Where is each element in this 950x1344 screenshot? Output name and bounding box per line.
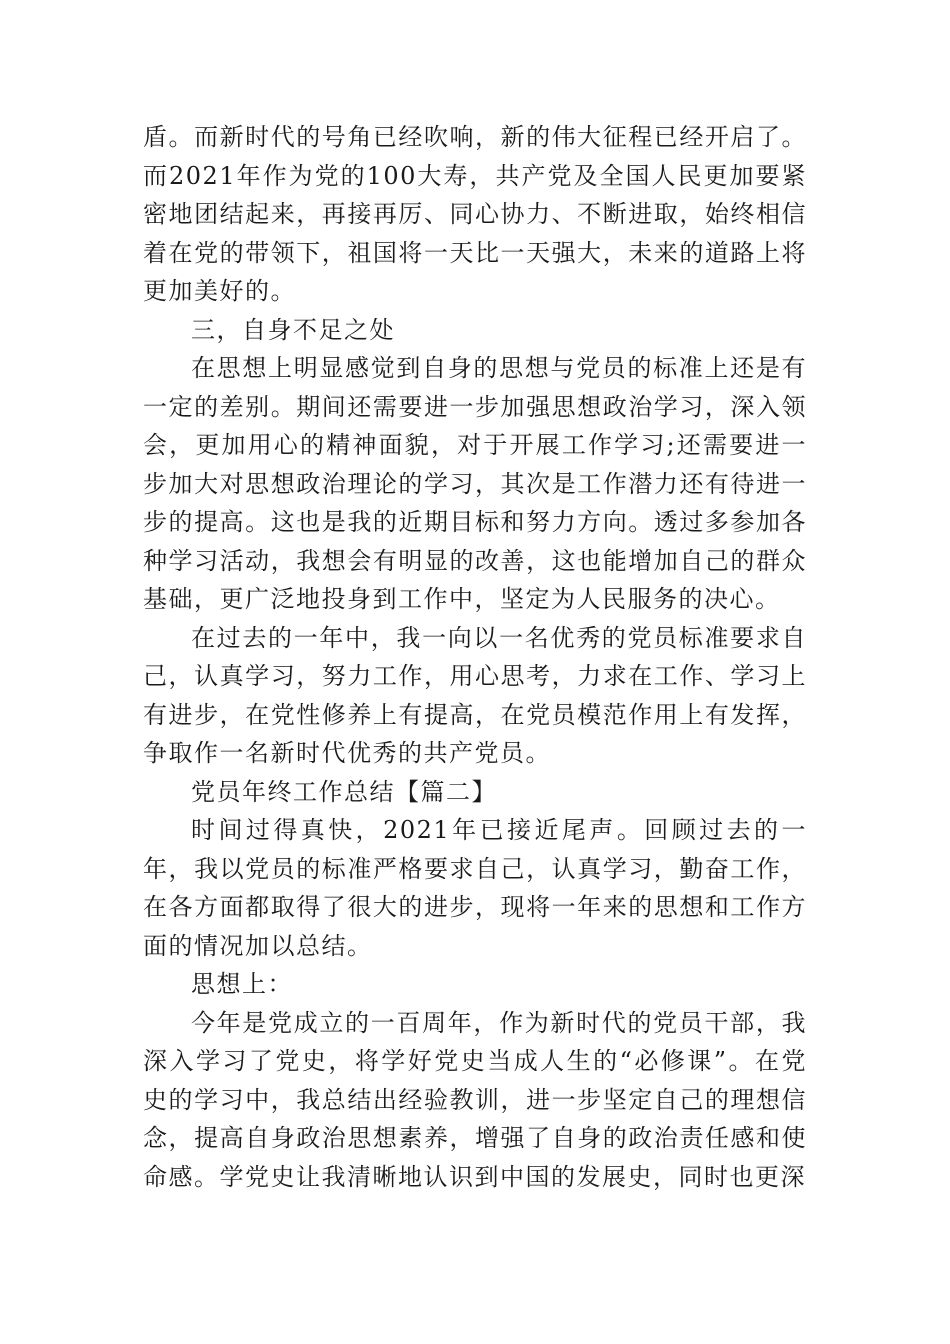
paragraph-time-flies: 时间过得真快，2021年已接近尾声。回顾过去的一年，我以党员的标准严格要求自己，认真学习，勤奋工作，在各方面都取得了很大的进步，现将一年来的思想和工作方面的情况加以总结。	[143, 816, 807, 960]
paragraph-shortcomings: 在思想上明显感觉到自身的思想与党员的标准上还是有一定的差别。期间还需要进一步加强思想政治学习，深入领会，更加用心的精神面貌，对于开展工作学习;还需要进一步加大对思想政治理论的学习，其次是工作潜力还有待进一步的提高。这也是我的近期目标和努力方向。透过多参加各种学习活动，我想会有明显的改善，这也能增加自己的群众基础，更广泛地投身到工作中，坚定为人民服务的决心。	[143, 354, 807, 613]
section-heading-shortcomings: 三，自身不足之处	[191, 315, 395, 344]
paragraph-past-year: 在过去的一年中，我一向以一名优秀的党员标准要求自己，认真学习，努力工作，用心思考，力求在工作、学习上有进步，在党性修养上有提高，在党员模范作用上有发挥，争取作一名新时代优秀的共产党员。	[143, 623, 807, 767]
document-body	[143, 118, 807, 1196]
paragraph-party-history: 今年是党成立的一百周年，作为新时代的党员干部，我深入学习了党史，将学好党史当成人生的“必修课”。在党史的学习中，我总结出经验教训，进一步坚定自己的理想信念，提高自身政治思想素养，增强了自身的政治责任感和使命感。学党史让我清晰地认识到中国的发展史，同时也更深	[143, 1008, 807, 1191]
paragraph-continuation: 盾。而新时代的号角已经吹响，新的伟大征程已经开启了。而2021年作为党的100大寿，共产党及全国人民更加要紧密地团结起来，再接再厉、同心协力、不断进取，始终相信着在党的带领下，祖国将一天比一天强大，未来的道路上将更加美好的。	[143, 123, 807, 305]
section-heading-part-two: 党员年终工作总结【篇二】	[191, 777, 497, 806]
section-heading-ideology: 思想上：	[191, 970, 293, 998]
